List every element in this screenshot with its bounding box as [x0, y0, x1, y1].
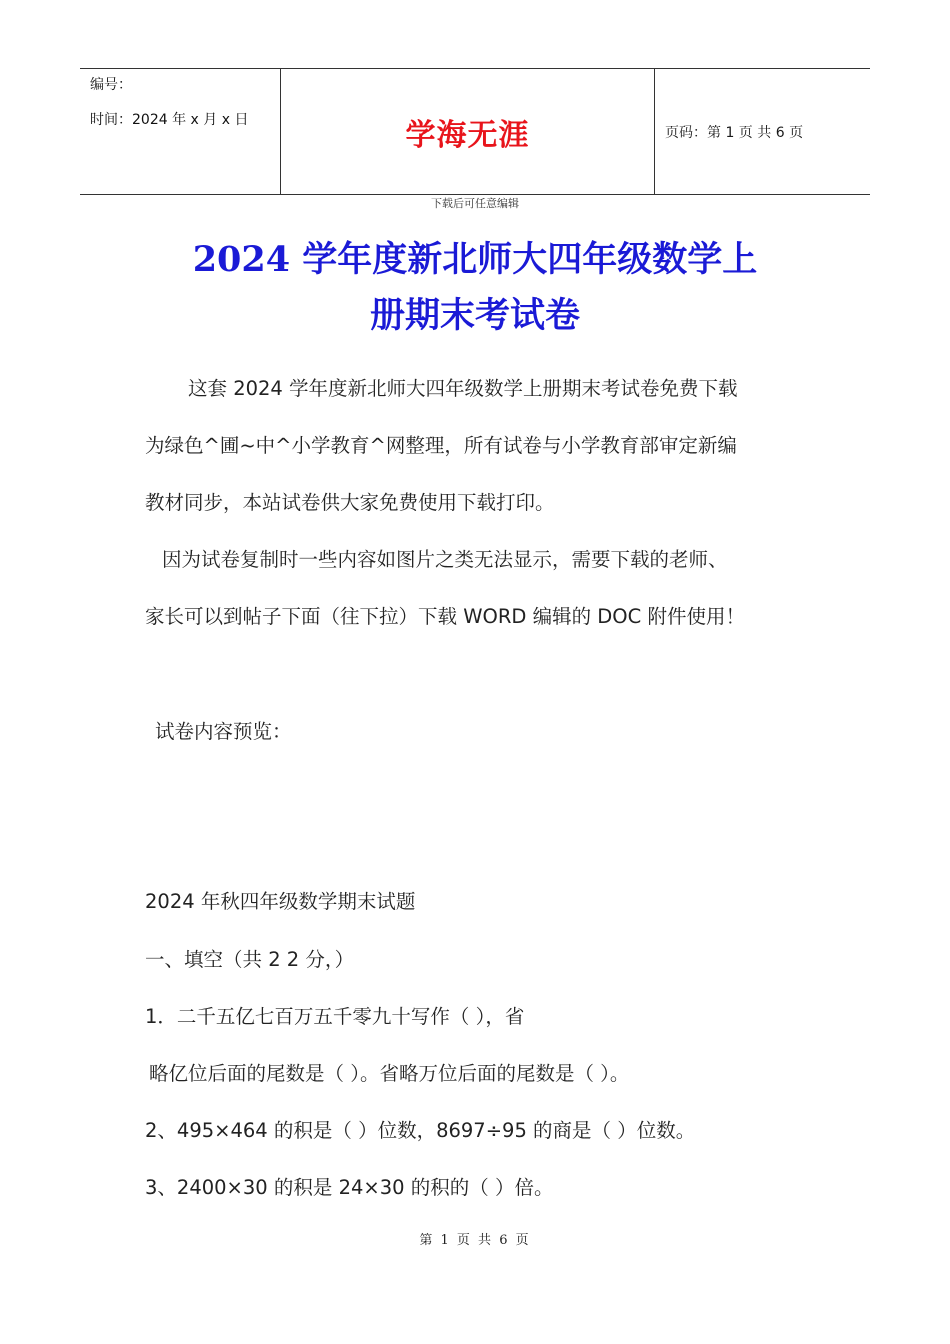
title-line-1: 2024 学年度新北师大四年级数学上	[192, 239, 758, 280]
header-table	[80, 68, 870, 195]
brand-title: 学海无涯	[405, 117, 530, 153]
preview-label: 试卷内容预览：	[155, 720, 292, 743]
document-title	[100, 232, 850, 344]
question-3: 3、2400×30 的积是 24×30 的积的（ ）倍。	[145, 1176, 554, 1199]
exam-heading: 2024 年秋四年级数学期末试题	[145, 890, 416, 913]
intro-line-5: 家长可以到帖子下面（往下拉）下载 WORD 编辑的 DOC 附件使用！	[145, 605, 745, 628]
time-label: 时间：2024 年 x 月 x 日	[90, 112, 249, 128]
edit-note: 下载后可任意编辑	[431, 197, 519, 210]
page-footer: 第 1 页 共 6 页	[419, 1233, 531, 1248]
intro-line-2: 为绿色^圃~中^小学教育^网整理，所有试卷与小学教育部审定新编	[145, 434, 737, 457]
question-2: 2、495×464 的积是（ ）位数，8697÷95 的商是（ ）位数。	[145, 1119, 696, 1142]
question-1-line-2: 略亿位后面的尾数是（ ）。省略万位后面的尾数是（ ）。	[149, 1062, 630, 1085]
intro-line-3: 教材同步，本站试卷供大家免费使用下载打印。	[145, 491, 555, 514]
intro-line-1: 这套 2024 学年度新北师大四年级数学上册期末考试卷免费下载	[188, 377, 738, 400]
header-brand-cell	[281, 69, 655, 194]
page-code: 页码：第 1 页 共 6 页	[665, 124, 804, 141]
question-1-line-1: 1．二千五亿七百万五千零九十写作（ ），省	[145, 1005, 525, 1028]
header-info-cell	[80, 69, 281, 194]
section-fill-blank: 一、填空（共 2 2 分，）	[145, 948, 355, 971]
header-page-cell	[655, 69, 870, 194]
title-line-2: 册期末考试卷	[369, 295, 580, 336]
intro-line-4: 因为试卷复制时一些内容如图片之类无法显示，需要下载的老师、	[162, 548, 728, 571]
number-label: 编号：	[90, 77, 132, 93]
